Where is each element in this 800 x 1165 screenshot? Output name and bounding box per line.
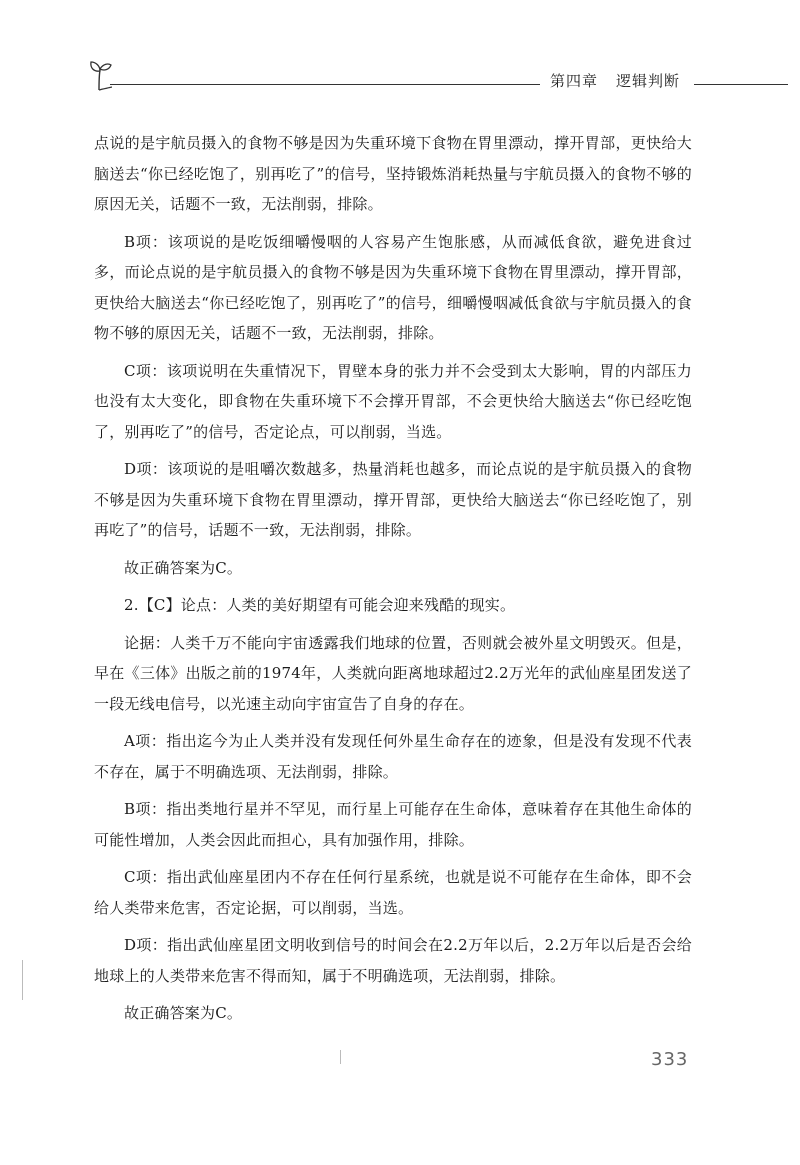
page-number: 333 [651,1049,689,1070]
header-rule-left [110,84,540,85]
paragraph: A项：指出迄今为止人类并没有发现任何外星生命存在的迹象，但是没有发现不代表不存在，属于不明确选项、无法削弱，排除。 [94,732,692,781]
scan-artifact [22,960,23,1000]
scan-artifact [340,1050,341,1064]
paragraph: 2.【C】论点：人类的美好期望有可能会迎来残酷的现实。 [124,596,516,614]
chapter-number: 第四章 [550,72,599,90]
paragraph: D项：指出武仙座星团文明收到信号的时间会在2.2万年以后，2.2万年以后是否会给地球上的人类带来危害不得而知，属于不明确选项，无法削弱，排除。 [94,936,692,985]
chapter-title: 逻辑判断 [616,72,681,90]
paragraph: B项：该项说的是吃饭细嚼慢咽的人容易产生饱胀感，从而减低食欲，避免进食过多，而论点说的是宇航员摄入的食物不够是因为失重环境下食物在胃里漂动，撑开胃部，更快给大脑送去“你已经吃饱了，别再吃了”的信号，细嚼慢咽减低食欲与宇航员摄入的食物不够的原因无关，话题不一致，无法削弱，排除。 [94,232,692,342]
paragraph: B项：指出类地行星并不罕见，而行星上可能存在生命体，意味着存在其他生命体的可能性增加，人类会因此而担心，具有加强作用，排除。 [94,800,692,849]
paragraph: D项：该项说的是咀嚼次数越多，热量消耗也越多，而论点说的是宇航员摄入的食物不够是因为失重环境下食物在胃里漂动，撑开胃部，更快给大脑送去“你已经吃饱了，别再吃了”的信号，话题不一致，无法削弱，排除。 [94,460,692,539]
header-rule-right [694,84,788,85]
paragraph: 点说的是宇航员摄入的食物不够是因为失重环境下食物在胃里漂动，撑开胃部，更快给大脑送去“你已经吃饱了，别再吃了”的信号，坚持锻炼消耗热量与宇航员摄入的食物不够的原因无关，话题不一致，无法削弱，排除。 [94,134,692,213]
paragraph: 故正确答案为C。 [124,1004,243,1022]
page-header [88,58,788,94]
paragraph: C项：指出武仙座星团内不存在任何行星系统，也就是说不可能存在生命体，即不会给人类带来危害，否定论据，可以削弱，当选。 [94,868,692,917]
paragraph: 论据：人类千万不能向宇宙透露我们地球的位置，否则就会被外星文明毁灭。但是，早在《三体》出版之前的1974年，人类就向距离地球超过2.2万光年的武仙座星团发送了一段无线电信号，以光速主动向宇宙宣告了自身的存在。 [94,633,692,713]
sprout-icon [88,58,112,92]
chapter-heading [550,70,680,91]
paragraph: C项：该项说明在失重情况下，胃壁本身的张力并不会受到太大影响，胃的内部压力也没有太大变化，即食物在失重环境下不会撑开胃部，不会更快给大脑送去“你已经吃饱了，别再吃了”的信号，否定论点，可以削弱，当选。 [94,361,692,441]
page-body [94,128,692,1029]
paragraph: 故正确答案为C。 [124,558,243,577]
